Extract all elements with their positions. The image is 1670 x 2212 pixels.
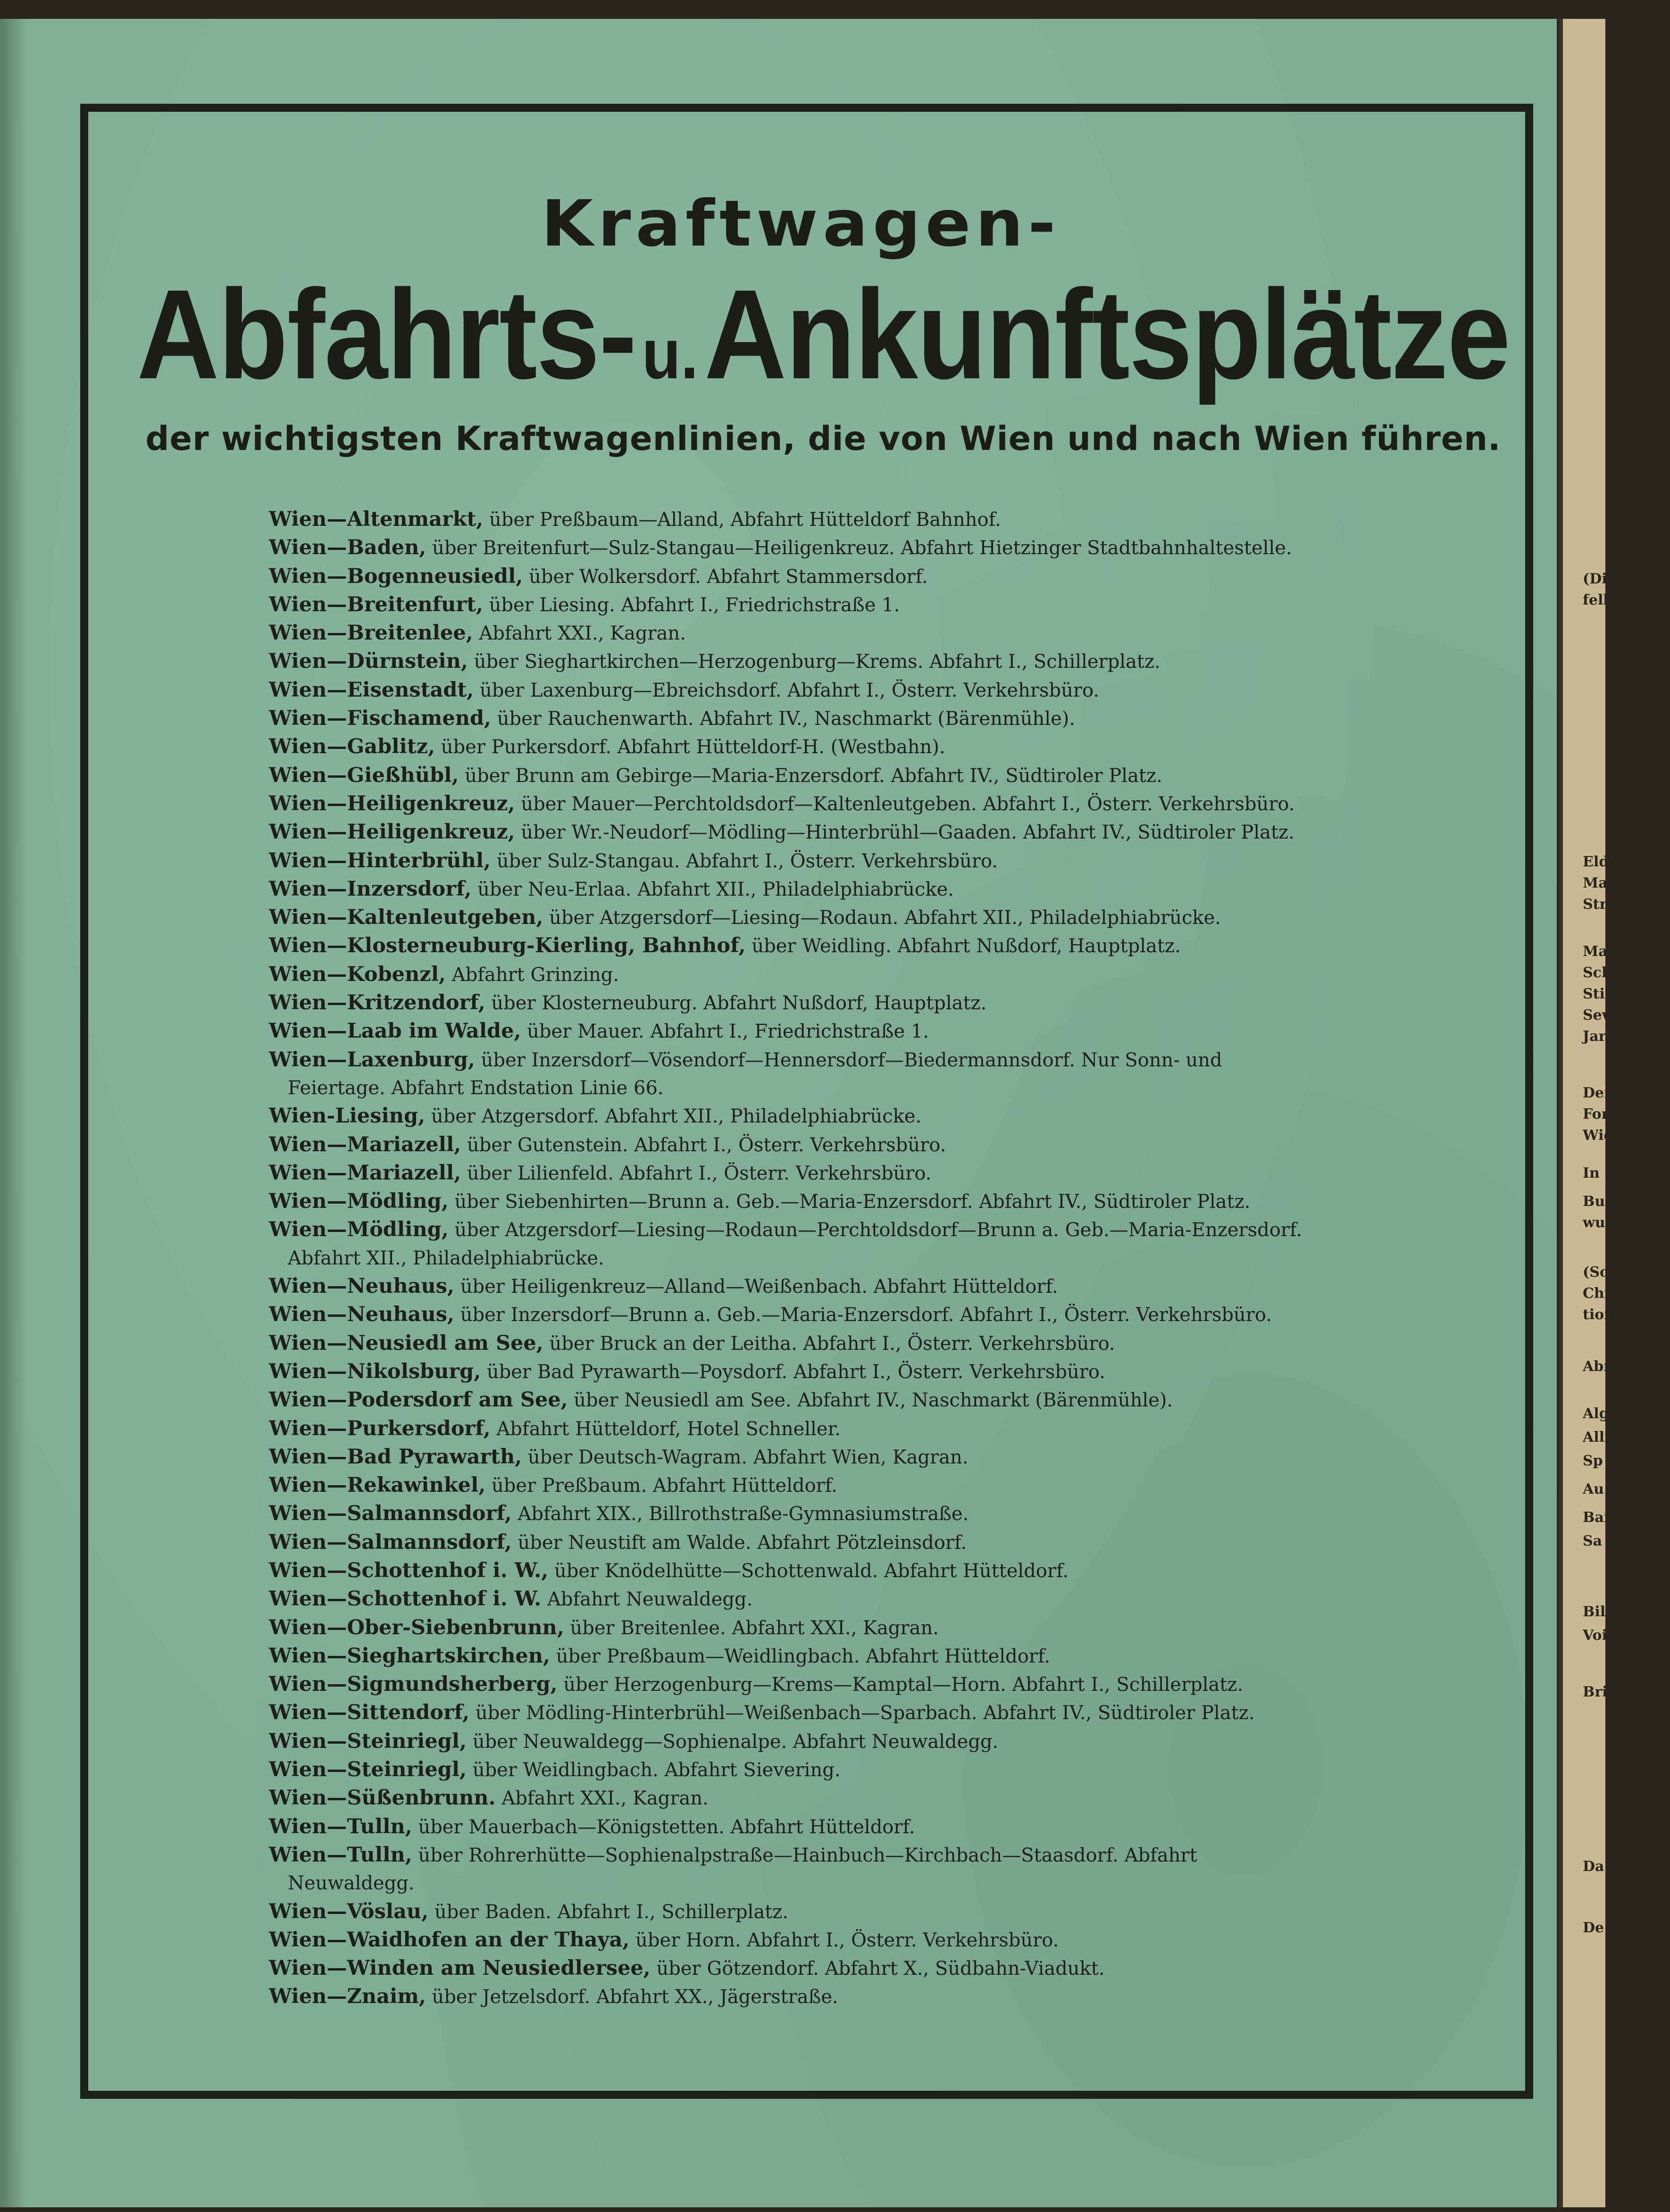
route-entry — [269, 1671, 1401, 1699]
facing-page-text-fragment: Mar — [1583, 943, 1615, 960]
route-name: Wien—Znaim, — [269, 1985, 426, 2009]
facing-page-text-fragment: Bri — [1583, 1684, 1608, 1700]
route-entry — [269, 1614, 1401, 1642]
route-name: Wien—Altenmarkt, — [269, 507, 484, 531]
route-description: Abfahrt Neuwaldegg. — [547, 1588, 753, 1611]
route-description: über Gutenstein. Abfahrt I., Österr. Verkehrsbüro. — [467, 1134, 946, 1156]
route-name: Wien—Sigmundsherberg, — [269, 1672, 558, 1696]
route-description: über Mauer. Abfahrt I., Friedrichstraße 1. — [527, 1021, 929, 1043]
facing-page-text-fragment: Stre — [1583, 896, 1616, 913]
route-name: Wien—Bogenneusiedl, — [269, 564, 523, 588]
route-entry — [269, 1699, 1401, 1727]
route-description: über Jetzelsdorf. Abfahrt XX., Jägerstraße. — [432, 1986, 838, 2008]
route-name: Wien—Dürnstein, — [269, 649, 468, 674]
route-entry — [269, 818, 1401, 847]
route-entry — [269, 676, 1401, 705]
route-description: über Wolkersdorf. Abfahrt Stammersdorf. — [529, 565, 928, 588]
route-description: über Lilienfeld. Abfahrt I., Österr. Verkehrsbüro. — [467, 1162, 932, 1184]
route-description-continued: Feiertage. Abfahrt Endstation Linie 66. — [288, 1077, 664, 1099]
route-entry — [269, 1301, 1401, 1329]
route-description: über Deutsch-Wagram. Abfahrt Wien, Kagran. — [527, 1446, 969, 1468]
route-name: Wien—Neuhaus, — [269, 1303, 454, 1327]
route-description: Abfahrt Grinzing. — [451, 964, 619, 986]
route-name: Wien—Baden, — [269, 536, 426, 560]
route-entry — [269, 1358, 1401, 1386]
facing-page-text-fragment: felb — [1583, 592, 1613, 608]
route-entry — [269, 904, 1401, 932]
route-name: Wien—Tulln, — [269, 1814, 412, 1838]
route-name: Wien—Rekawinkel, — [269, 1473, 486, 1497]
route-name: Wien—Sieghartskirchen, — [269, 1644, 550, 1668]
route-description: über Bruck an der Leitha. Abfahrt I., Österr. Verkehrsbüro. — [549, 1332, 1115, 1355]
route-description: über Heiligenkreuz—Alland—Weißenbach. Abfahrt Hütteldorf. — [460, 1276, 1058, 1298]
route-name: Wien—Gießhübl, — [269, 763, 459, 787]
route-description: über Klosterneuburg. Abfahrt Nußdorf, Hauptplatz. — [491, 992, 987, 1015]
route-name: Wien-Liesing, — [269, 1104, 426, 1128]
facing-page-text-fragment: Abr — [1583, 1358, 1612, 1375]
route-name: Wien—Inzersdorf, — [269, 877, 472, 901]
route-name: Wien—Neuhaus, — [269, 1274, 454, 1298]
facing-page-text-fragment: Elde — [1583, 854, 1618, 870]
route-name: Wien—Kritzendorf, — [269, 991, 485, 1015]
route-entry — [269, 1188, 1401, 1216]
route-name: Wien—Steinriegl, — [269, 1758, 467, 1782]
route-name: Wien—Mödling, — [269, 1218, 449, 1242]
route-entry — [269, 1813, 1401, 1841]
route-description: über Inzersdorf—Vösendorf—Hennersdorf—Biedermannsdorf. Nur Sonn- und — [481, 1049, 1222, 1071]
route-entry — [269, 534, 1401, 562]
route-list — [269, 506, 1401, 2012]
route-description: über Preßbaum—Weidlingbach. Abfahrt Hütteldorf. — [556, 1645, 1051, 1667]
facing-page-text-fragment: Bil — [1583, 1604, 1606, 1620]
route-description: über Liesing. Abfahrt I., Friedrichstraße 1. — [489, 594, 900, 616]
route-name: Wien—Sittendorf, — [269, 1701, 470, 1725]
route-entry — [269, 989, 1401, 1017]
route-description: über Knödelhütte—Schottenwald. Abfahrt Hütteldorf. — [554, 1560, 1069, 1582]
book-spine-shadow — [0, 19, 26, 2207]
route-entry — [269, 1330, 1401, 1358]
route-name: Wien—Laxenburg, — [269, 1048, 475, 1072]
route-description: über Weidlingbach. Abfahrt Sievering. — [472, 1759, 841, 1781]
route-entry — [269, 1386, 1401, 1414]
route-name: Wien—Steinriegl, — [269, 1729, 467, 1753]
route-description: Abfahrt Hütteldorf, Hotel Schneller. — [496, 1418, 841, 1440]
route-entry — [269, 1500, 1401, 1528]
route-description: über Preßbaum—Alland, Abfahrt Hütteldorf Bahnhof. — [489, 509, 1001, 531]
route-entry — [269, 875, 1401, 904]
route-entry — [269, 1954, 1401, 1983]
route-description: über Mödling-Hinterbrühl—Weißenbach—Sparbach. Abfahrt IV., Südtiroler Platz. — [475, 1702, 1255, 1724]
facing-page-text-fragment: Bur — [1583, 1193, 1612, 1210]
route-entry — [269, 1159, 1401, 1188]
route-description: über Sulz-Stangau. Abfahrt I., Österr. Verkehrsbüro. — [496, 850, 998, 872]
route-description: über Preßbaum. Abfahrt Hütteldorf. — [492, 1475, 837, 1497]
route-entry — [269, 506, 1401, 534]
route-entry — [269, 1017, 1401, 1046]
facing-page-text-fragment: (Di — [1583, 571, 1607, 587]
facing-page-text-fragment: Alg — [1583, 1405, 1609, 1422]
route-description-continued: Neuwaldegg. — [288, 1872, 415, 1895]
route-name: Wien—Heiligenkreuz, — [269, 820, 515, 844]
route-entry — [269, 762, 1401, 790]
route-name: Wien—Schottenhof i. W. — [269, 1587, 542, 1611]
route-description: über Laxenburg—Ebreichsdorf. Abfahrt I., Österr. Verkehrsbüro. — [479, 679, 1100, 701]
route-name: Wien—Hinterbrühl, — [269, 848, 491, 873]
facing-page-text-fragment: Voi — [1583, 1627, 1607, 1644]
route-description: über Neustift am Walde. Abfahrt Pötzleinsdorf. — [518, 1531, 967, 1554]
route-description: über Götzendorf. Abfahrt X., Südbahn-Viadukt. — [656, 1958, 1105, 1980]
facing-page-text-fragment: Sp — [1583, 1453, 1603, 1469]
route-description: über Purkersdorf. Abfahrt Hütteldorf-H. (Westbahn). — [441, 736, 945, 758]
route-name: Wien—Winden am Neusiedlersee, — [269, 1956, 651, 1980]
route-entry — [269, 1642, 1401, 1671]
route-name: Wien—Eisenstadt, — [269, 678, 474, 702]
route-description: über Wr.-Neudorf—Mödling—Hinterbrühl—Gaaden. Abfahrt IV., Südtiroler Platz. — [521, 822, 1294, 844]
route-description: Abfahrt XXI., Kagran. — [501, 1788, 709, 1810]
route-description: über Bad Pyrawarth—Poysdorf. Abfahrt I., Österr. Verkehrsbüro. — [486, 1361, 1105, 1383]
route-entry — [269, 847, 1401, 875]
title-ankunftsplaetze: Ankunftsplätze — [704, 264, 1510, 406]
route-description: über Brunn am Gebirge—Maria-Enzersdorf. Abfahrt IV., Südtiroler Platz. — [465, 765, 1162, 787]
facing-page-text-fragment: Man — [1583, 875, 1618, 891]
route-entry — [269, 648, 1401, 676]
route-entry — [269, 1131, 1401, 1159]
facing-page-text-fragment: Alli — [1583, 1429, 1610, 1446]
route-entry — [269, 1728, 1401, 1756]
route-name: Wien—Vöslau, — [269, 1899, 429, 1923]
facing-page-text-fragment: Da — [1583, 1858, 1604, 1875]
route-name: Wien—Purkersdorf, — [269, 1416, 491, 1440]
facing-page-text-fragment: Sa — [1583, 1533, 1603, 1549]
route-name: Wien—Kaltenleutgeben, — [269, 906, 543, 930]
facing-page-text-fragment: Den — [1583, 1085, 1614, 1101]
route-description: über Inzersdorf—Brunn a. Geb.—Maria-Enzersdorf. Abfahrt I., Österr. Verkehrsbüro. — [460, 1304, 1272, 1326]
route-entry — [269, 1756, 1401, 1784]
route-entry — [269, 1472, 1401, 1500]
route-description: über Mauer—Perchtoldsdorf—Kaltenleutgeben. Abfahrt I., Österr. Verkehrsbüro. — [521, 793, 1295, 815]
route-entry — [269, 1926, 1401, 1954]
route-entry — [269, 563, 1401, 591]
route-description: über Atzgersdorf. Abfahrt XII., Philadelphiabrücke. — [431, 1106, 922, 1128]
route-description: über Rohrerhütte—Sophienalpstraße—Hainbuch—Kirchbach—Staasdorf. Abfahrt — [418, 1844, 1197, 1866]
route-name: Wien—Laab im Walde, — [269, 1019, 521, 1043]
route-description: über Breitenlee. Abfahrt XXI., Kagran. — [570, 1617, 939, 1639]
facing-page-text-fragment: De — [1583, 1920, 1604, 1936]
route-description: über Rauchenwarth. Abfahrt IV., Naschmarkt (Bärenmühle). — [497, 708, 1076, 730]
route-description: über Horn. Abfahrt I., Österr. Verkehrsbüro. — [635, 1929, 1059, 1951]
route-name: Wien—Mariazell, — [269, 1161, 461, 1185]
route-entry — [269, 733, 1401, 761]
facing-page-text-fragment: Sch — [1583, 965, 1612, 981]
route-entry — [269, 1443, 1401, 1472]
route-entry — [269, 1898, 1401, 1926]
route-description: über Breitenfurt—Sulz-Stangau—Heiligenkreuz. Abfahrt Hietzinger Stadtbahnhaltestelle. — [432, 537, 1292, 559]
facing-page-text-fragment: Chr — [1583, 1285, 1612, 1302]
route-entry — [269, 1557, 1401, 1585]
title-kraftwagen: Kraftwagen- — [541, 187, 1060, 261]
route-name: Wien—Mödling, — [269, 1189, 449, 1214]
facing-page-text-fragment: In — [1583, 1165, 1600, 1181]
facing-page-text-fragment: Stil — [1583, 986, 1611, 1002]
route-description: über Atzgersdorf—Liesing—Rodaun—Perchtoldsdorf—Brunn a. Geb.—Maria-Enzersdorf. — [454, 1219, 1303, 1241]
route-entry — [269, 591, 1401, 619]
route-description: über Neuwaldegg—Sophienalpe. Abfahrt Neuwaldegg. — [472, 1730, 999, 1753]
title-u: u. — [642, 314, 699, 393]
route-name: Wien—Waidhofen an der Thaya, — [269, 1928, 630, 1952]
route-name: Wien—Breitenfurt, — [269, 592, 483, 616]
route-name: Wien—Mariazell, — [269, 1132, 461, 1156]
facing-page-text-fragment: Bai — [1583, 1509, 1610, 1526]
route-name: Wien—Gablitz, — [269, 735, 435, 759]
route-name: Wien—Fischamend, — [269, 707, 492, 731]
route-entry — [269, 1983, 1401, 2011]
route-name: Wien—Ober-Siebenbrunn, — [269, 1615, 564, 1639]
route-description: über Neusiedl am See. Abfahrt IV., Naschmarkt (Bärenmühle). — [574, 1389, 1173, 1412]
facing-page-text-fragment: Sev — [1583, 1007, 1611, 1023]
route-entry — [269, 1529, 1401, 1557]
facing-page-text-fragment: Fort — [1583, 1106, 1616, 1123]
route-entry — [269, 1784, 1401, 1813]
facing-page-text-fragment: Jar — [1583, 1028, 1606, 1045]
facing-page-text-fragment: Au — [1583, 1481, 1604, 1497]
subtitle: der wichtigsten Kraftwagenlinien, die von Wien und nach Wien führen. — [145, 419, 1501, 458]
facing-page-text-fragment: Wie — [1583, 1127, 1613, 1144]
route-description: über Herzogenburg—Krems—Kamptal—Horn. Abfahrt I., Schillerplatz. — [563, 1674, 1244, 1696]
title-abfahrts: Abfahrts- — [137, 264, 636, 406]
route-description-continued: Abfahrt XII., Philadelphiabrücke. — [288, 1247, 604, 1269]
route-name: Wien—Schottenhof i. W., — [269, 1558, 549, 1582]
route-entry — [269, 705, 1401, 733]
route-entry — [269, 1415, 1401, 1443]
route-name: Wien—Breitenlee, — [269, 621, 473, 645]
route-description: über Neu-Erlaa. Abfahrt XII., Philadelphiabrücke. — [477, 878, 954, 900]
route-description: über Mauerbach—Königstetten. Abfahrt Hütteldorf. — [418, 1816, 915, 1838]
route-name: Wien—Tulln, — [269, 1843, 412, 1867]
route-description: über Atzgersdorf—Liesing—Rodaun. Abfahrt XII., Philadelphiabrücke. — [549, 907, 1221, 929]
route-description: Abfahrt XXI., Kagran. — [479, 623, 686, 645]
route-name: Wien—Neusiedl am See, — [269, 1331, 543, 1355]
route-name: Wien—Heiligenkreuz, — [269, 791, 515, 815]
route-name: Wien—Klosterneuburg-Kierling, Bahnhof, — [269, 934, 746, 958]
route-entry — [269, 790, 1401, 818]
route-name: Wien—Salmannsdorf, — [269, 1530, 512, 1554]
route-entry — [269, 1046, 1401, 1103]
route-name: Wien—Süßenbrunn. — [269, 1786, 496, 1810]
route-entry — [269, 1585, 1401, 1613]
route-entry — [269, 1841, 1401, 1898]
facing-page-edge — [1559, 19, 1618, 2207]
route-entry — [269, 1272, 1401, 1301]
route-description: über Siebenhirten—Brunn a. Geb.—Maria-Enzersdorf. Abfahrt IV., Südtiroler Platz. — [454, 1191, 1251, 1213]
route-entry — [269, 619, 1401, 648]
facing-page-text-fragment: (So — [1583, 1264, 1609, 1281]
route-description: über Weidling. Abfahrt Nußdorf, Hauptplatz. — [752, 935, 1181, 957]
route-description: über Sieghartkirchen—Herzogenburg—Krems. Abfahrt I., Schillerplatz. — [474, 651, 1161, 673]
title-abfahrts-ankunftsplaetze — [137, 264, 1510, 406]
route-entry — [269, 932, 1401, 960]
facing-page-text-fragment: wur — [1583, 1214, 1613, 1231]
route-name: Wien—Nikolsburg, — [269, 1359, 481, 1383]
route-description: über Baden. Abfahrt I., Schillerplatz. — [434, 1901, 789, 1923]
route-name: Wien—Salmannsdorf, — [269, 1502, 512, 1526]
route-entry — [269, 961, 1401, 989]
facing-page-text-fragment: tion — [1583, 1306, 1615, 1323]
route-entry — [269, 1216, 1401, 1272]
route-description: Abfahrt XIX., Billrothstraße-Gymnasiumstraße. — [518, 1503, 969, 1525]
route-name: Wien—Kobenzl, — [269, 962, 446, 986]
route-name: Wien—Bad Pyrawarth, — [269, 1445, 522, 1469]
route-name: Wien—Podersdorf am See, — [269, 1388, 568, 1412]
route-entry — [269, 1102, 1401, 1131]
